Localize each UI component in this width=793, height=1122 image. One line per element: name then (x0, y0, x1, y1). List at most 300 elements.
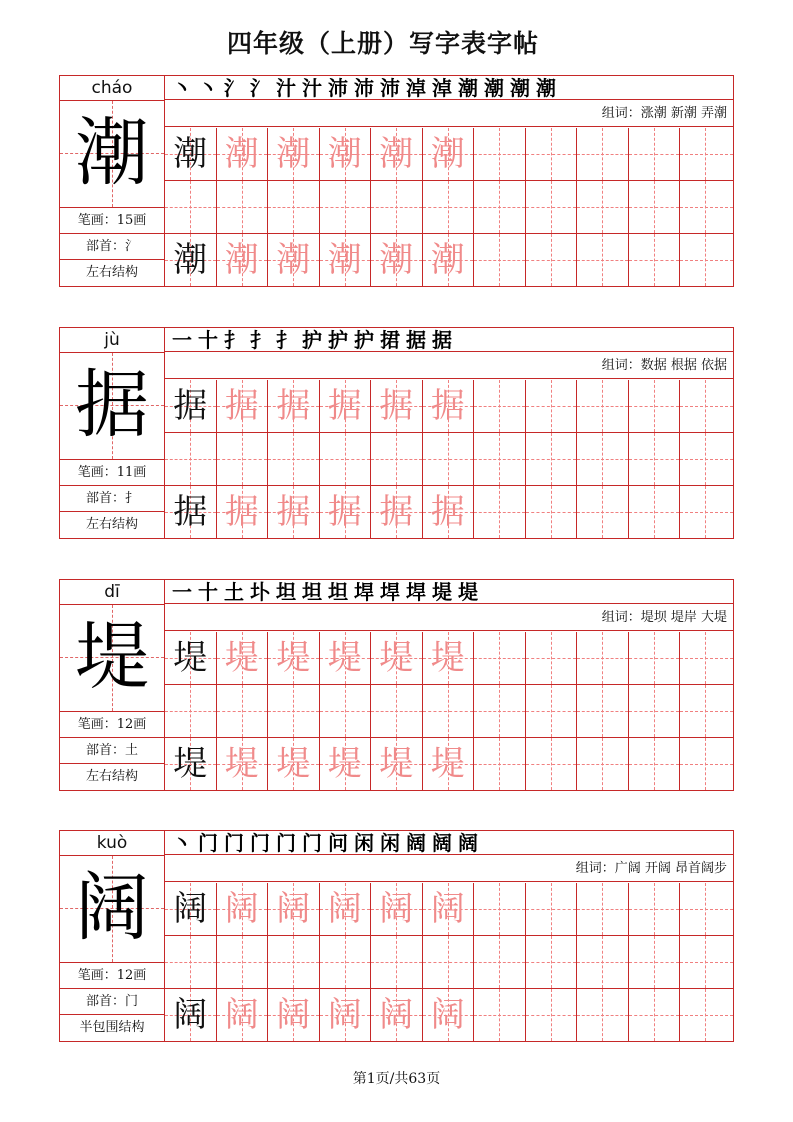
pinyin: kuò (60, 831, 164, 856)
pinyin: jù (60, 328, 164, 353)
character-info-panel (60, 76, 165, 286)
stroke-step: 坦 (328, 580, 348, 604)
stroke-step: 堤 (458, 580, 478, 604)
guide-line (345, 936, 346, 988)
practice-cell[interactable] (371, 234, 423, 286)
practice-cell[interactable] (320, 128, 372, 180)
practice-cell[interactable] (423, 181, 475, 233)
practice-cell[interactable] (577, 128, 629, 180)
guide-line (654, 433, 655, 485)
practice-row (165, 685, 733, 738)
stroke-step: 丶 (198, 76, 218, 100)
guide-line (242, 936, 243, 988)
page-title: 四年级（上册）写字表字帖 (226, 29, 539, 58)
practice-cell[interactable] (371, 486, 423, 538)
stroke-step: 十 (198, 328, 218, 352)
trace-character: 潮 (224, 240, 259, 280)
stroke-step: 淖 (432, 76, 452, 100)
trace-character: 阔 (430, 889, 465, 929)
guide-line (654, 936, 655, 988)
practice-cell[interactable] (320, 234, 372, 286)
stroke-step: 护 (354, 328, 374, 352)
trace-character: 堤 (224, 638, 259, 678)
practice-cell[interactable] (680, 632, 733, 684)
guide-line (293, 936, 294, 988)
practice-cell[interactable] (526, 936, 578, 988)
guide-line (654, 234, 655, 286)
guide-line (602, 486, 603, 538)
stroke-count: 笔画：11画 (60, 459, 164, 485)
stroke-step: 沛 (380, 76, 400, 100)
trace-character: 据 (379, 492, 414, 532)
practice-cell[interactable] (320, 486, 372, 538)
practice-cell[interactable] (165, 486, 217, 538)
practice-cell[interactable] (629, 486, 681, 538)
practice-row (165, 234, 733, 286)
practice-cell[interactable] (680, 486, 733, 538)
guide-line (602, 380, 603, 432)
practice-cell[interactable] (268, 883, 320, 935)
practice-cell[interactable] (577, 883, 629, 935)
practice-cell[interactable] (268, 128, 320, 180)
stroke-step: 潮 (484, 76, 504, 100)
character-card (59, 75, 734, 287)
guide-line (654, 128, 655, 180)
practice-row (165, 128, 733, 181)
practice-cell[interactable] (423, 632, 475, 684)
radical: 部首：门 (60, 988, 164, 1014)
practice-cell[interactable] (320, 632, 372, 684)
guide-line (602, 936, 603, 988)
practice-cell[interactable] (526, 181, 578, 233)
practice-cell[interactable] (371, 433, 423, 485)
practice-cell[interactable] (577, 685, 629, 737)
large-character-box (60, 353, 164, 459)
practice-cell[interactable] (268, 234, 320, 286)
radical: 部首：土 (60, 737, 164, 763)
practice-cell[interactable] (371, 738, 423, 790)
guide-line (654, 181, 655, 233)
practice-cell[interactable] (474, 433, 526, 485)
stroke-step: 门 (198, 831, 218, 855)
stroke-step: 门 (250, 831, 270, 855)
guide-line (242, 433, 243, 485)
practice-cell[interactable] (371, 380, 423, 432)
practice-cell[interactable] (474, 685, 526, 737)
practice-cell[interactable] (217, 181, 269, 233)
trace-character: 堤 (430, 744, 465, 784)
practice-cell[interactable] (474, 738, 526, 790)
guide-line (448, 936, 449, 988)
practice-cell[interactable] (320, 989, 372, 1041)
practice-cell[interactable] (371, 883, 423, 935)
practice-cell[interactable] (423, 936, 475, 988)
guide-line (680, 207, 733, 208)
guide-line (293, 181, 294, 233)
practice-cell[interactable] (577, 989, 629, 1041)
stroke-step: 扌 (276, 328, 296, 352)
guide-line (705, 883, 706, 935)
guide-line (705, 181, 706, 233)
trace-character: 据 (430, 492, 465, 532)
trace-character: 堤 (327, 638, 362, 678)
practice-cell[interactable] (217, 433, 269, 485)
stroke-step: 问 (328, 831, 348, 855)
character-info-panel (60, 580, 165, 790)
large-character: 据 (75, 362, 149, 448)
model-character: 潮 (173, 134, 208, 174)
guide-line (602, 128, 603, 180)
model-character: 据 (173, 386, 208, 426)
practice-cell[interactable] (680, 989, 733, 1041)
practice-cell[interactable] (680, 181, 733, 233)
trace-character: 据 (430, 386, 465, 426)
guide-line (345, 433, 346, 485)
pinyin: dī (60, 580, 164, 605)
practice-cell[interactable] (320, 380, 372, 432)
practice-cell[interactable] (217, 685, 269, 737)
practice-cell[interactable] (680, 433, 733, 485)
word-examples: 组词：数据 根据 依据 (165, 353, 733, 379)
practice-cell[interactable] (165, 989, 217, 1041)
word-examples: 组词：堤坝 堤岸 大堤 (165, 605, 733, 631)
stroke-step: 潮 (536, 76, 556, 100)
guide-line (680, 1015, 733, 1016)
practice-cell[interactable] (268, 989, 320, 1041)
practice-cell[interactable] (680, 234, 733, 286)
practice-cell[interactable] (577, 738, 629, 790)
trace-character: 潮 (276, 134, 311, 174)
guide-line (705, 738, 706, 790)
stroke-count: 笔画：12画 (60, 962, 164, 988)
practice-cell[interactable] (320, 433, 372, 485)
practice-cell[interactable] (217, 380, 269, 432)
practice-cell[interactable] (217, 486, 269, 538)
practice-cell[interactable] (320, 181, 372, 233)
practice-cell[interactable] (423, 989, 475, 1041)
practice-cell[interactable] (423, 433, 475, 485)
practice-cell[interactable] (474, 380, 526, 432)
practice-cell[interactable] (371, 936, 423, 988)
practice-cell[interactable] (526, 989, 578, 1041)
guide-line (551, 883, 552, 935)
stroke-step: 门 (302, 831, 322, 855)
practice-cell[interactable] (165, 936, 217, 988)
stroke-step: 捃 (380, 328, 400, 352)
stroke-step: 据 (406, 328, 426, 352)
trace-character: 堤 (430, 638, 465, 678)
pinyin: cháo (60, 76, 164, 101)
trace-character: 阔 (224, 995, 259, 1035)
guide-line (602, 433, 603, 485)
guide-line (499, 128, 500, 180)
trace-character: 堤 (379, 638, 414, 678)
stroke-order-row (165, 76, 733, 100)
practice-cell[interactable] (423, 883, 475, 935)
guide-line (396, 936, 397, 988)
practice-cell[interactable] (268, 486, 320, 538)
guide-line (680, 962, 733, 963)
guide-line (551, 738, 552, 790)
practice-cell[interactable] (423, 486, 475, 538)
stroke-step: 圤 (250, 580, 270, 604)
practice-cell[interactable] (165, 433, 217, 485)
model-character: 阔 (173, 995, 208, 1035)
stroke-step: 阔 (406, 831, 426, 855)
practice-cell[interactable] (371, 128, 423, 180)
word-examples: 组词：广阔 开阔 昂首阔步 (165, 856, 733, 882)
guide-line (680, 764, 733, 765)
practice-cell[interactable] (629, 128, 681, 180)
stroke-step: 阔 (458, 831, 478, 855)
practice-cell[interactable] (268, 738, 320, 790)
guide-line (602, 883, 603, 935)
character-card (59, 830, 734, 1042)
guide-line (654, 380, 655, 432)
practice-cell[interactable] (320, 738, 372, 790)
practice-cell[interactable] (423, 738, 475, 790)
guide-line (705, 632, 706, 684)
trace-character: 潮 (379, 240, 414, 280)
practice-cell[interactable] (217, 989, 269, 1041)
practice-cell[interactable] (268, 685, 320, 737)
character-info-panel (60, 831, 165, 1041)
guide-line (705, 936, 706, 988)
model-character: 潮 (173, 240, 208, 280)
practice-row (165, 380, 733, 433)
practice-cell[interactable] (526, 234, 578, 286)
trace-character: 潮 (224, 134, 259, 174)
guide-line (293, 685, 294, 737)
guide-line (551, 380, 552, 432)
stroke-count: 笔画：12画 (60, 711, 164, 737)
practice-cell[interactable] (268, 433, 320, 485)
structure: 左右结构 (60, 763, 164, 790)
trace-character: 据 (276, 492, 311, 532)
trace-character: 据 (276, 386, 311, 426)
structure: 半包围结构 (60, 1014, 164, 1041)
guide-line (705, 234, 706, 286)
practice-cell[interactable] (526, 433, 578, 485)
stroke-step: 潮 (510, 76, 530, 100)
practice-cell[interactable] (371, 989, 423, 1041)
guide-line (499, 486, 500, 538)
practice-cell[interactable] (371, 685, 423, 737)
practice-cell[interactable] (577, 433, 629, 485)
practice-cell[interactable] (577, 181, 629, 233)
guide-line (242, 685, 243, 737)
radical: 部首：扌 (60, 485, 164, 511)
stroke-step: 丶 (172, 76, 192, 100)
practice-row (165, 738, 733, 790)
practice-cell[interactable] (680, 685, 733, 737)
guide-line (190, 433, 191, 485)
stroke-step: 垾 (354, 580, 374, 604)
stroke-step: 坦 (302, 580, 322, 604)
practice-cell[interactable] (423, 685, 475, 737)
stroke-step: 门 (224, 831, 244, 855)
practice-cell[interactable] (268, 936, 320, 988)
guide-line (499, 234, 500, 286)
practice-cell[interactable] (474, 632, 526, 684)
practice-cell[interactable] (629, 234, 681, 286)
trace-character: 据 (327, 386, 362, 426)
practice-cell[interactable] (474, 181, 526, 233)
trace-character: 阔 (276, 995, 311, 1035)
stroke-order-row (165, 831, 733, 855)
practice-cell[interactable] (680, 128, 733, 180)
practice-cell[interactable] (371, 181, 423, 233)
practice-row (165, 632, 733, 685)
trace-character: 阔 (224, 889, 259, 929)
stroke-step: 沛 (328, 76, 348, 100)
character-info-panel (60, 328, 165, 538)
trace-character: 潮 (379, 134, 414, 174)
structure: 左右结构 (60, 511, 164, 538)
practice-cell[interactable] (217, 883, 269, 935)
guide-line (190, 181, 191, 233)
stroke-step: 淖 (406, 76, 426, 100)
guide-line (499, 181, 500, 233)
guide-line (705, 989, 706, 1041)
trace-character: 潮 (327, 134, 362, 174)
stroke-step: 扌 (224, 328, 244, 352)
trace-character: 阔 (430, 995, 465, 1035)
guide-line (551, 989, 552, 1041)
practice-cell[interactable] (629, 738, 681, 790)
practice-cell[interactable] (268, 632, 320, 684)
stroke-step: 十 (198, 580, 218, 604)
practice-cell[interactable] (320, 883, 372, 935)
practice-cell[interactable] (526, 632, 578, 684)
guide-line (654, 685, 655, 737)
practice-cell[interactable] (217, 128, 269, 180)
practice-cell[interactable] (165, 883, 217, 935)
practice-cell[interactable] (629, 685, 681, 737)
stroke-step: 门 (276, 831, 296, 855)
practice-cell[interactable] (165, 380, 217, 432)
practice-row (165, 883, 733, 936)
practice-cell[interactable] (474, 883, 526, 935)
guide-line (680, 406, 733, 407)
stroke-order-row (165, 580, 733, 604)
practice-cell[interactable] (371, 632, 423, 684)
guide-line (654, 738, 655, 790)
trace-character: 阔 (327, 889, 362, 929)
stroke-step: 潮 (458, 76, 478, 100)
practice-cell[interactable] (423, 128, 475, 180)
guide-line (499, 433, 500, 485)
guide-line (499, 738, 500, 790)
stroke-step: 闲 (354, 831, 374, 855)
practice-cell[interactable] (680, 380, 733, 432)
practice-cell[interactable] (165, 685, 217, 737)
practice-cell[interactable] (629, 883, 681, 935)
guide-line (448, 181, 449, 233)
stroke-step: 沛 (354, 76, 374, 100)
practice-cell[interactable] (680, 936, 733, 988)
large-character-box (60, 856, 164, 962)
guide-line (551, 486, 552, 538)
practice-cell[interactable] (577, 936, 629, 988)
guide-line (499, 685, 500, 737)
large-character-box (60, 101, 164, 207)
practice-cell[interactable] (474, 234, 526, 286)
practice-cell[interactable] (165, 128, 217, 180)
guide-line (680, 711, 733, 712)
trace-character: 堤 (276, 638, 311, 678)
practice-row (165, 989, 733, 1041)
stroke-order-row (165, 328, 733, 352)
practice-cell[interactable] (165, 234, 217, 286)
practice-cell[interactable] (217, 234, 269, 286)
stroke-step: 一 (172, 580, 192, 604)
practice-cell[interactable] (577, 486, 629, 538)
practice-cell[interactable] (577, 632, 629, 684)
practice-cell[interactable] (577, 234, 629, 286)
practice-cell[interactable] (474, 989, 526, 1041)
stroke-step: 汁 (302, 76, 322, 100)
model-character: 堤 (173, 638, 208, 678)
practice-cell[interactable] (165, 738, 217, 790)
practice-cell[interactable] (320, 685, 372, 737)
guide-line (448, 433, 449, 485)
guide-line (345, 181, 346, 233)
practice-cell[interactable] (526, 685, 578, 737)
guide-line (705, 685, 706, 737)
guide-line (602, 989, 603, 1041)
practice-cell[interactable] (680, 883, 733, 935)
guide-line (499, 936, 500, 988)
practice-cell[interactable] (680, 738, 733, 790)
practice-cell[interactable] (526, 738, 578, 790)
practice-cell[interactable] (474, 486, 526, 538)
practice-cell[interactable] (474, 936, 526, 988)
practice-cell[interactable] (629, 380, 681, 432)
practice-cell[interactable] (629, 989, 681, 1041)
practice-cell[interactable] (268, 181, 320, 233)
practice-cell[interactable] (629, 181, 681, 233)
practice-cell[interactable] (165, 632, 217, 684)
practice-cell[interactable] (423, 234, 475, 286)
practice-cell[interactable] (629, 433, 681, 485)
trace-character: 堤 (276, 744, 311, 784)
practice-cell[interactable] (423, 380, 475, 432)
trace-character: 阔 (379, 889, 414, 929)
practice-cell[interactable] (526, 883, 578, 935)
trace-character: 阔 (379, 995, 414, 1035)
practice-cell[interactable] (268, 380, 320, 432)
practice-cell[interactable] (629, 632, 681, 684)
practice-cell[interactable] (474, 128, 526, 180)
practice-cell[interactable] (526, 380, 578, 432)
practice-cell[interactable] (629, 936, 681, 988)
practice-cell[interactable] (577, 380, 629, 432)
practice-row (165, 486, 733, 538)
guide-line (551, 685, 552, 737)
practice-cell[interactable] (526, 128, 578, 180)
trace-character: 潮 (430, 240, 465, 280)
practice-cell[interactable] (165, 181, 217, 233)
practice-cell[interactable] (217, 738, 269, 790)
practice-cell[interactable] (526, 486, 578, 538)
guide-line (551, 632, 552, 684)
practice-cell[interactable] (217, 632, 269, 684)
guide-line (705, 128, 706, 180)
practice-cell[interactable] (217, 936, 269, 988)
practice-cell[interactable] (320, 936, 372, 988)
guide-line (396, 685, 397, 737)
